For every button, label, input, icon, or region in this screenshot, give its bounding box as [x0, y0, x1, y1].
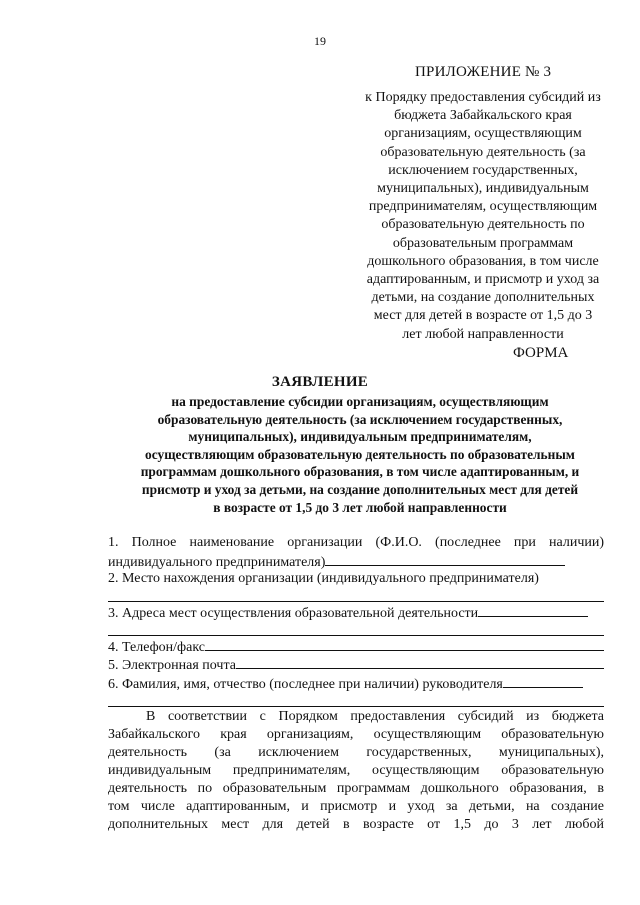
- body-line: деятельность по образовательным программам дошкольного образования, в: [108, 781, 604, 796]
- field-email-label: 5. Электронная почта: [108, 658, 236, 673]
- location-input[interactable]: [108, 601, 604, 602]
- body-line: дополнительных мест для детей в возрасте от 1,5 до 3 лет любой: [108, 817, 604, 832]
- appendix-line: лет любой направленности: [402, 326, 564, 342]
- field-location-label: 2. Место нахождения организации (индивидуального предпринимателя): [108, 571, 539, 586]
- addresses-input-extra[interactable]: [108, 635, 604, 636]
- appendix-line: образовательную деятельность по: [381, 217, 585, 233]
- subtitle-line: образовательную деятельность (за исключением государственных,: [157, 411, 563, 427]
- subtitle-line: программам дошкольного образования, в том числе адаптированным, и: [140, 464, 580, 480]
- appendix-line: муниципальных), индивидуальным: [377, 181, 589, 197]
- appendix-line: образовательным программам: [392, 235, 574, 251]
- addresses-input[interactable]: [478, 604, 588, 617]
- field-phone-label: 4. Телефон/факс: [108, 640, 206, 655]
- body-line: том числе адаптированным, и присмотр и уход за детьми, на создание: [108, 799, 604, 814]
- field-phone-row: [108, 638, 604, 656]
- subtitle-line: муниципальных), индивидуальным предпринимателям,: [188, 429, 532, 445]
- appendix-line: предпринимателям, осуществляющим: [368, 199, 598, 215]
- document-title: ЗАЯВЛЕНИЕ: [271, 374, 369, 390]
- full-name-input[interactable]: [325, 553, 565, 566]
- appendix-line: организациям, осуществляющим: [384, 126, 582, 142]
- field-full-name-row: [108, 553, 604, 571]
- field-addresses-row: [108, 604, 604, 622]
- page-number: 19: [314, 34, 326, 48]
- field-director-row: [108, 675, 604, 693]
- appendix-line: мест для детей в возрасте от 1,5 до 3: [373, 308, 593, 324]
- body-line: деятельность (за исключением государственных, муниципальных),: [108, 745, 604, 760]
- form-label: ФОРМА: [513, 345, 569, 361]
- subtitle-line: осуществляющим образовательную деятельность по образовательным: [145, 446, 575, 462]
- field-email-row: [108, 656, 604, 674]
- appendix-line: бюджета Забайкальского края: [394, 108, 572, 124]
- subtitle-line: на предоставление субсидии организациям, осуществляющим: [171, 394, 549, 409]
- field-full-name-label: 1. Полное наименование организации (Ф.И.О. (последнее при наличии): [108, 535, 604, 550]
- email-input[interactable]: [236, 656, 604, 669]
- appendix-line: детьми, на создание дополнительных: [371, 290, 595, 306]
- body-line: индивидуальным предпринимателям, осуществляющим образовательную: [108, 763, 604, 778]
- body-line: В соответствии с Порядком предоставления субсидий из бюджета: [146, 709, 604, 724]
- appendix-line: к Порядку предоставления субсидий из: [365, 90, 601, 105]
- appendix-line: исключением государственных,: [388, 162, 578, 178]
- appendix-title: ПРИЛОЖЕНИЕ № 3: [415, 64, 552, 80]
- field-full-name-label-2: индивидуального предпринимателя): [108, 555, 326, 570]
- phone-input[interactable]: [205, 638, 604, 651]
- appendix-line: образовательную деятельность (за: [380, 144, 586, 160]
- subtitle-line: присмотр и уход за детьми, на создание дополнительных мест для детей: [141, 481, 579, 497]
- director-input[interactable]: [503, 675, 583, 688]
- appendix-line: адаптированным, и присмотр и уход за: [366, 272, 600, 288]
- director-input-extra[interactable]: [108, 706, 604, 707]
- field-director-label: 6. Фамилия, имя, отчество (последнее при наличии) руководителя: [108, 677, 503, 692]
- field-addresses-label: 3. Адреса мест осуществления образовательной деятельности: [108, 606, 479, 621]
- subtitle-line: в возрасте от 1,5 до 3 лет любой направленности: [213, 499, 507, 515]
- document-subtitle: [110, 393, 610, 516]
- appendix-text: [343, 89, 623, 344]
- appendix-line: дошкольного образования, в том числе: [367, 253, 599, 269]
- body-line: Забайкальского края организациям, осуществляющим образовательную: [108, 727, 604, 742]
